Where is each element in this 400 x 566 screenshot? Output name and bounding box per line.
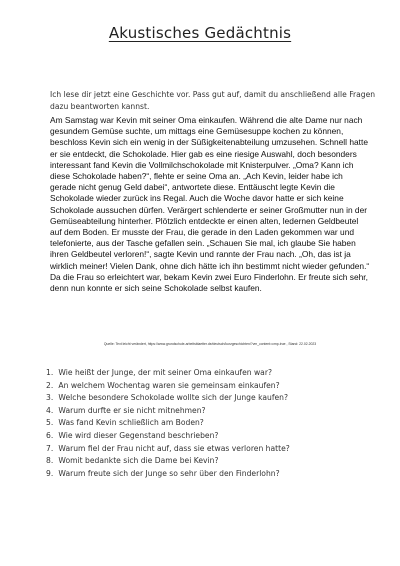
question-number: 6. [46, 430, 54, 440]
question-item [46, 417, 376, 430]
question-number: 8. [46, 456, 54, 466]
source-citation: Quelle: Text leicht verändert, https://www.grundschule-arbeitsblaetter.de/deutsch/kurzgeschichten/?vm_content=cmp-true , Stand: 22.02.2023 [103, 342, 317, 346]
question-text: Wie wird dieser Gegenstand beschrieben? [58, 430, 219, 440]
question-text: An welchem Wochentag waren sie gemeinsam einkaufen? [58, 380, 280, 390]
question-item [46, 392, 376, 405]
question-text: Womit bedankte sich die Dame bei Kevin? [58, 456, 219, 466]
question-number: 2. [46, 380, 54, 390]
question-item [46, 443, 376, 456]
question-text: Welche besondere Schokolade wollte sich der Junge kaufen? [58, 393, 289, 403]
question-item [46, 430, 376, 443]
question-list [46, 367, 376, 480]
question-number: 3. [46, 393, 54, 403]
question-number: 1. [46, 368, 54, 377]
question-text: Wie heißt der Junge, der mit seiner Oma einkaufen war? [58, 368, 272, 377]
question-item [46, 367, 376, 380]
intro-text: Ich lese dir jetzt eine Geschichte vor. Pass gut auf, damit du anschließend alle Fragen dazu beantworten kannst. [50, 90, 376, 111]
question-text: Warum fiel der Frau nicht auf, dass sie etwas verloren hatte? [58, 443, 290, 453]
question-item [46, 468, 376, 481]
question-number: 9. [46, 468, 54, 478]
question-number: 4. [46, 405, 54, 415]
question-item [46, 405, 376, 418]
question-item [46, 380, 376, 393]
question-number: 5. [46, 418, 54, 428]
question-text: Warum durfte er sie nicht mitnehmen? [58, 405, 206, 415]
question-number: 7. [46, 443, 54, 453]
question-text: Warum freute sich der Junge so sehr über den Finderlohn? [58, 468, 280, 478]
question-text: Was fand Kevin schließlich am Boden? [58, 418, 204, 428]
question-item [46, 455, 376, 468]
story-text: Am Samstag war Kevin mit seiner Oma einkaufen. Während die alte Dame nur nach gesundem Gemüse suchte, um mittags eine Gemüsesuppe kochen zu können, beschloss Kevin sich ein wenig in der Süßigkeitenabteilung umzusehen. Schnell hatte er sie entdeckt, die Schokolade. Hier gab es eine riesige Auswahl, doch besonders interessant fand Kevin die Vollmilchschokolade mit Knisterpulver. „Oma? Kann ich diese Schokolade haben?“, flehte er seine Oma an. „Ach Kevin, leider habe ich gerade nicht genug Geld dabei“, antwortete diese. Enttäuscht legte Kevin die Schokolade wieder zurück ins Regal. Auch die Woche davor hatte er sich keine Schokolade aussuchen dürfen. Verärgert schlenderte er seiner Großmutter nun in der Gemüseabteilung hinterher. Plötzlich entdeckte er einen alten, ledernen Geldbeutel auf dem Boden. Er musste der Frau, die gerade in den Laden gekommen war und telefonierte, aus der Tasche gefallen sein. „Schauen Sie mal, ich glaube Sie haben ihren Geldbeutel verloren!“, sagte Kevin und rannte der Frau nach. „Oh, das ist ja wirklich meiner! Vielen Dank, ohne dich hätte ich ihn bestimmt nicht wieder gefunden.“ Da die Frau so erleichtert war, bekam Kevin zwei Euro Finderlohn. Er freute sich sehr, denn nun konnte er sich seine Schokolade selbst kaufen. [50, 115, 370, 294]
page-title: Akustisches Gedächtnis [108, 24, 292, 42]
